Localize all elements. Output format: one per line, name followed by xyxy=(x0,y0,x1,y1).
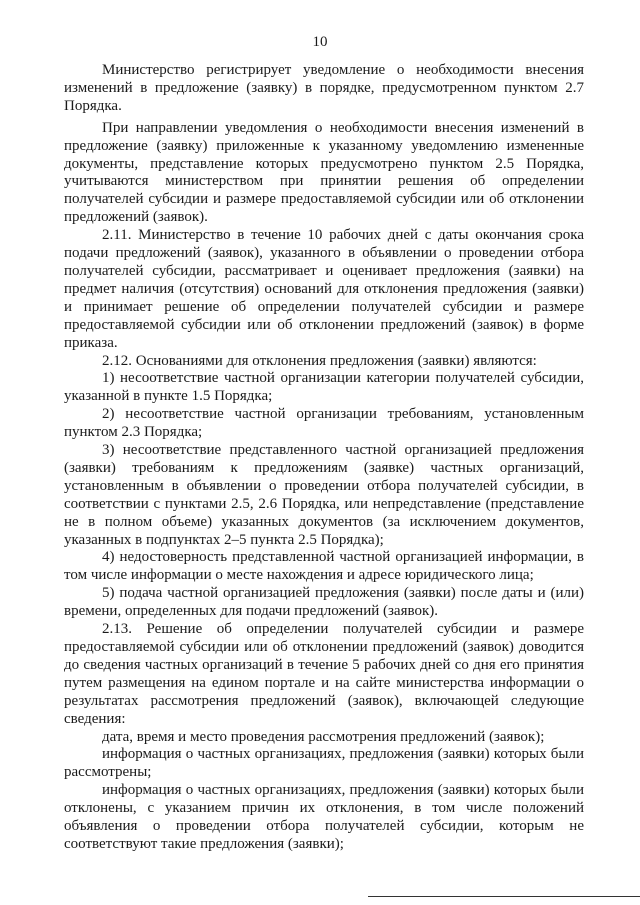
paragraph: 2.13. Решение об определении получателей субсидии и размере предоставляемой субсидии или об отклонении предложений (заявок) доводится до сведения частных организаций в течение 5 рабочих дней со дня его принятия путем размещения на едином портале и на сайте министерства информации о результатах рассмотрения предложений (заявок), включающей следующие сведения: xyxy=(64,621,584,727)
list-item: информация о частных организациях, предложения (заявки) которых были отклонены, с указанием причин их отклонения, в том числе положений объявления о проведении отбора получателей субсидии, которым не соответствуют такие предложения (заявки); xyxy=(64,782,584,852)
document-body xyxy=(64,62,584,854)
list-item: дата, время и место проведения рассмотрения предложений (заявок); xyxy=(102,728,545,745)
footer-divider xyxy=(368,896,640,897)
list-item: 1) несоответствие частной организации категории получателей субсидии, указанной в пункте 1.5 Порядка; xyxy=(64,370,584,405)
paragraph: При направлении уведомления о необходимости внесения изменений в предложение (заявку) приложенные к указанному уведомлению измененные документы, представление которых предусмотрено пунктом 2.5 Порядка, учитываются министерством при принятии решения об определении получателей субсидии и размере предоставляемой субсидии или об отклонении предложений (заявок). xyxy=(64,119,584,226)
list-item: 3) несоответствие представленного частной организацией предложения (заявки) требованиям к предложениям (заявке) частных организаций, установленным в объявлении о проведении отбора получателей субсидии, в соответствии с пунктами 2.5, 2.6 Порядка, или непредставление (представление не в полном объеме) указанных документов (за исключением документов, указанных в подпунктах 2–5 пункта 2.5 Порядка); xyxy=(64,442,584,548)
list-item: 4) недостоверность представленной частной организацией информации, в том числе информации о месте нахождения и адресе юридического лица; xyxy=(64,549,584,584)
paragraph: 2.11. Министерство в течение 10 рабочих дней с даты окончания срока подачи предложений (заявок), указанного в объявлении о проведении отбора получателей субсидии, рассматривает и оценивает предложения (заявки) на предмет наличия (отсутствия) оснований для отклонения предложения (заявки) и принимает решение об определении получателей субсидии и размере предоставляемой субсидии или об отклонении предложений (заявок) в форме приказа. xyxy=(64,227,584,351)
list-item: 5) подача частной организацией предложения (заявки) после даты и (или) времени, определенных для подачи предложений (заявок). xyxy=(64,585,584,620)
paragraph: Министерство регистрирует уведомление о необходимости внесения изменений в предложение (заявку) в порядке, предусмотренном пунктом 2.7 Порядка. xyxy=(64,62,584,114)
list-item: информация о частных организациях, предложения (заявки) которых были рассмотрены; xyxy=(64,746,584,781)
list-item: 2) несоответствие частной организации требованиям, установленным пунктом 2.3 Порядка; xyxy=(64,406,584,441)
page-number: 10 xyxy=(312,34,328,50)
paragraph: 2.12. Основаниями для отклонения предложения (заявки) являются: xyxy=(102,352,537,369)
